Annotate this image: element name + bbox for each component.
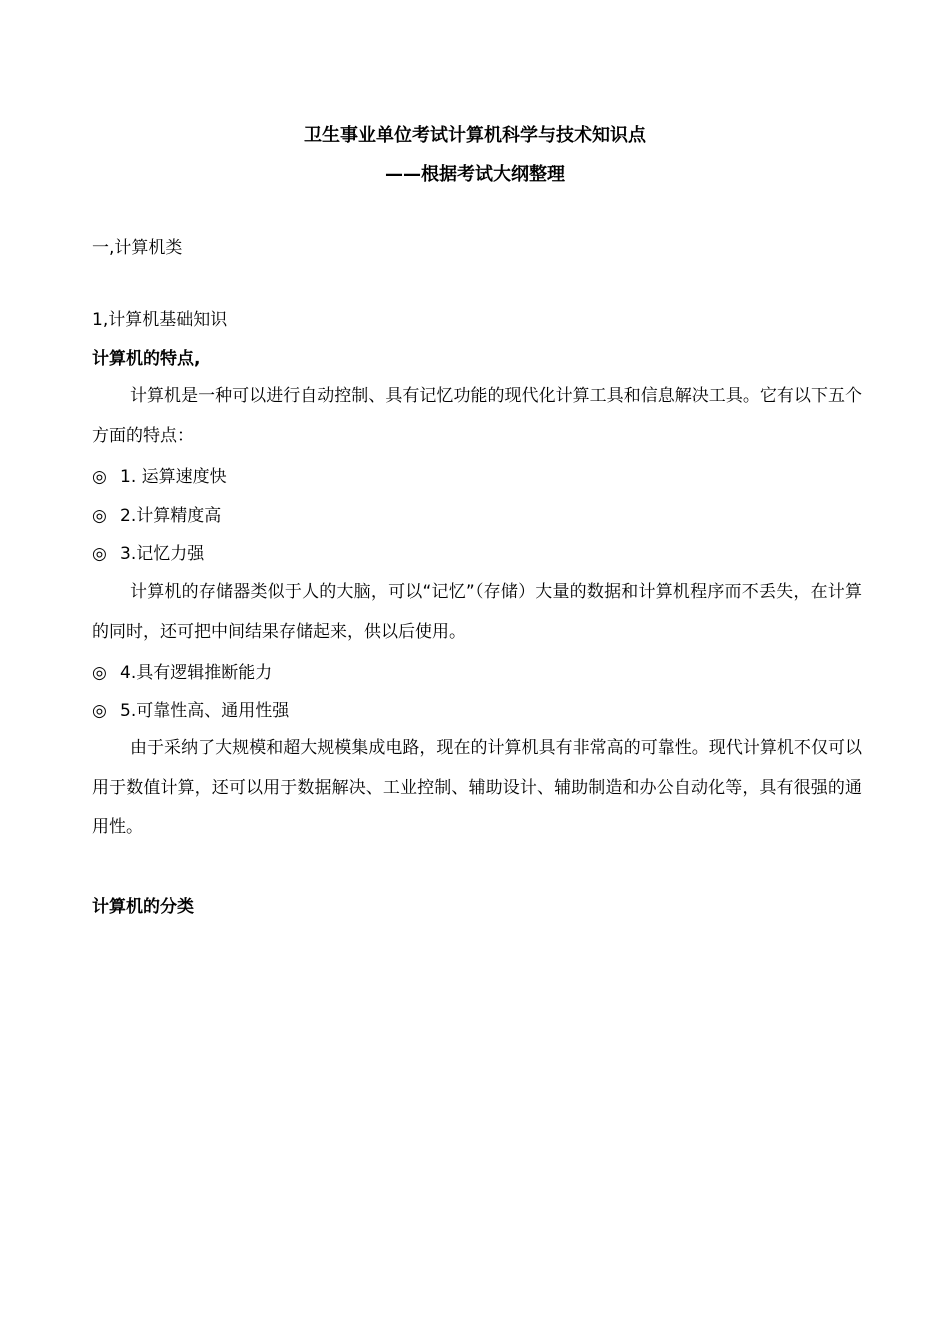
list-item-text: 5.可靠性高、通用性强 bbox=[120, 701, 290, 721]
reliability-paragraph: 由于采纳了大规模和超大规模集成电路，现在的计算机具有非常高的可靠性。现代计算机不仅可以用于数值计算，还可以用于数据解决、工业控制、辅助设计、辅助制造和办公自动化等，具有很强的通用性。 bbox=[92, 738, 862, 837]
bullet-icon: ◎ bbox=[92, 506, 107, 526]
topic-heading-features: 计算机的特点, bbox=[92, 349, 201, 369]
list-item-text: 2.计算精度高 bbox=[120, 506, 222, 526]
memory-paragraph: 计算机的存储器类似于人的大脑，可以“记忆”（存储）大量的数据和计算机程序而不丢失，在计算的同时，还可把中间结果存储起来，供以后使用。 bbox=[92, 582, 862, 642]
bullet-icon: ◎ bbox=[92, 663, 107, 683]
topic-heading-classification: 计算机的分类 bbox=[92, 897, 194, 917]
bullet-icon: ◎ bbox=[92, 701, 107, 721]
list-item bbox=[92, 542, 204, 566]
section-heading: 一,计算机类 bbox=[92, 238, 183, 258]
list-item-text: 4.具有逻辑推断能力 bbox=[120, 663, 273, 683]
bullet-icon: ◎ bbox=[92, 467, 107, 487]
bullet-icon: ◎ bbox=[92, 544, 107, 564]
list-item bbox=[92, 699, 289, 723]
intro-paragraph: 计算机是一种可以进行自动控制、具有记忆功能的现代化计算工具和信息解决工具。它有以下五个方面的特点： bbox=[92, 386, 862, 446]
document-title: 卫生事业单位考试计算机科学与技术知识点 bbox=[304, 125, 646, 146]
list-item-text: 1. 运算速度快 bbox=[120, 467, 227, 487]
list-item bbox=[92, 504, 221, 528]
document-subtitle: ——根据考试大纲整理 bbox=[385, 164, 565, 185]
list-item bbox=[92, 465, 227, 489]
subsection-heading: 1,计算机基础知识 bbox=[92, 310, 228, 330]
list-item-text: 3.记忆力强 bbox=[120, 544, 205, 564]
list-item bbox=[92, 661, 272, 685]
